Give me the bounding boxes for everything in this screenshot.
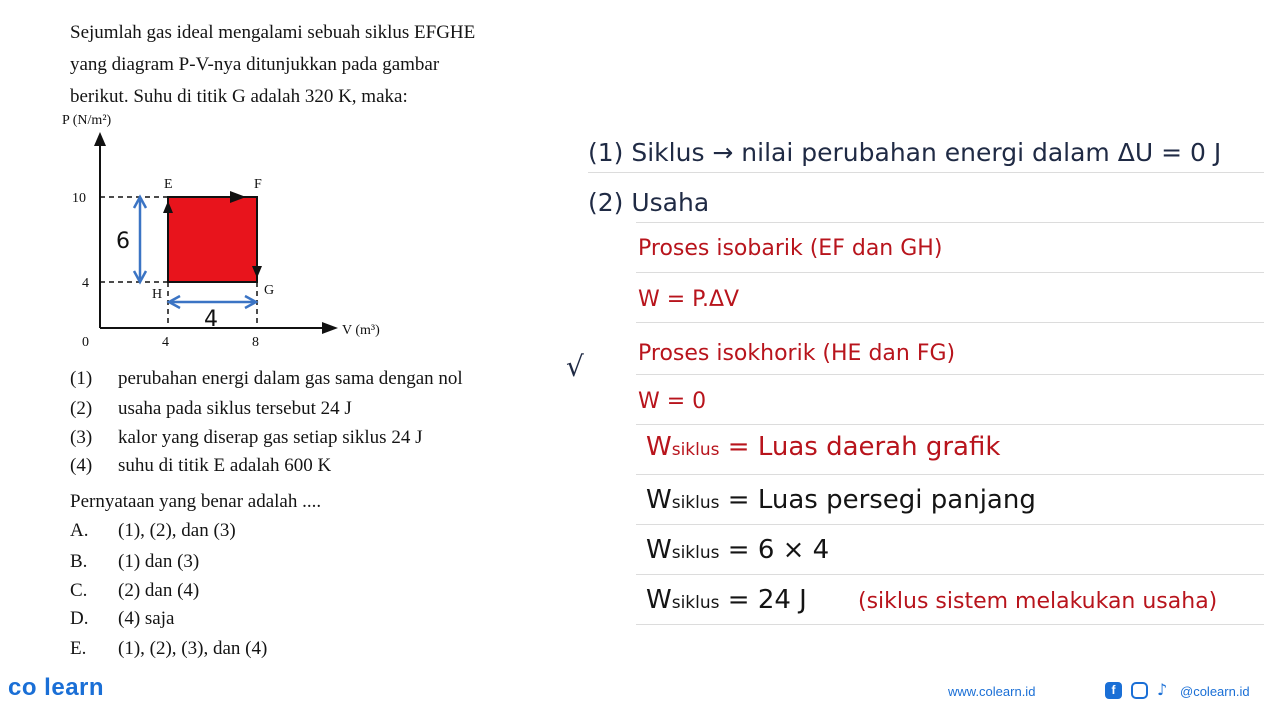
y-tick-4: 4 bbox=[82, 276, 89, 291]
y-tick-0: 0 bbox=[82, 335, 89, 350]
isochoric-title: Proses isokhorik (HE dan FG) bbox=[638, 341, 956, 366]
work-eq-2: Wsiklus = Luas persegi panjang bbox=[646, 485, 1036, 515]
rule-10 bbox=[636, 624, 1264, 625]
work-eq-4: Wsiklus = 24 J bbox=[646, 585, 807, 615]
rule-3 bbox=[636, 272, 1264, 273]
y-axis-arrow bbox=[94, 132, 106, 146]
statement-2: (2) usaha pada siklus tersebut 24 J bbox=[70, 398, 352, 419]
point-e-label: E bbox=[164, 177, 173, 192]
option-c: C. (2) dan (4) bbox=[70, 580, 200, 601]
rule-4 bbox=[636, 322, 1264, 323]
statement-1: (1) perubahan energi dalam gas sama dengan nol bbox=[70, 368, 463, 389]
colearn-logo: co learn bbox=[8, 674, 105, 701]
rule-6 bbox=[636, 424, 1264, 425]
isobaric-formula: W = P.ΔV bbox=[638, 287, 740, 312]
work-eq-3: Wsiklus = 6 × 4 bbox=[646, 535, 830, 565]
option-b: B. (1) dan (3) bbox=[70, 551, 200, 572]
x-tick-8: 8 bbox=[252, 335, 259, 350]
instagram-icon[interactable] bbox=[1131, 682, 1148, 699]
isochoric-formula: W = 0 bbox=[638, 389, 707, 414]
question-line-1: Sejumlah gas ideal mengalami sebuah siklus EFGHE bbox=[70, 22, 476, 43]
statement-4: (4) suhu di titik E adalah 600 K bbox=[70, 455, 332, 476]
question-line-3: berikut. Suhu di titik G adalah 320 K, maka: bbox=[70, 86, 408, 107]
isobaric-title: Proses isobarik (EF dan GH) bbox=[638, 236, 943, 261]
footer-website[interactable]: www.colearn.id bbox=[948, 684, 1036, 699]
option-a: A. (1), (2), dan (3) bbox=[70, 520, 236, 541]
point-g-label: G bbox=[264, 283, 275, 298]
x-axis-label: V (m³) bbox=[342, 323, 380, 338]
question-line-2: yang diagram P-V-nya ditunjukkan pada gambar bbox=[70, 54, 440, 75]
height-marker-label: 6 bbox=[116, 229, 130, 254]
rule-2 bbox=[636, 222, 1264, 223]
x-axis-arrow bbox=[322, 322, 338, 334]
y-axis-label: P (N/m²) bbox=[62, 113, 112, 128]
tiktok-icon[interactable]: ♪ bbox=[1157, 680, 1168, 699]
statement-3: (3) kalor yang diserap gas setiap siklus 24 J bbox=[70, 427, 423, 448]
rule-7 bbox=[636, 474, 1264, 475]
y-tick-10: 10 bbox=[72, 191, 86, 206]
footer-social-handle[interactable]: @colearn.id bbox=[1180, 684, 1250, 699]
option-d: D. (4) saja bbox=[70, 608, 175, 629]
solution-line-1: (1) Siklus → nilai perubahan energi dalam ΔU = 0 J bbox=[588, 138, 1222, 167]
solution-line-2: (2) Usaha bbox=[588, 188, 710, 217]
work-eq-1: Wsiklus = Luas daerah grafik bbox=[646, 432, 1001, 462]
answer-prompt: Pernyataan yang benar adalah .... bbox=[70, 491, 322, 512]
check-mark: √ bbox=[566, 350, 584, 383]
rule-1 bbox=[588, 172, 1264, 173]
work-eq-4-note: (siklus sistem melakukan usaha) bbox=[858, 589, 1218, 614]
rule-9 bbox=[636, 574, 1264, 575]
width-marker-label: 4 bbox=[204, 307, 218, 332]
x-tick-4: 4 bbox=[162, 335, 169, 350]
option-e: E. (1), (2), (3), dan (4) bbox=[70, 638, 268, 659]
rule-5 bbox=[636, 374, 1264, 375]
point-h-label: H bbox=[152, 287, 163, 302]
facebook-icon[interactable]: f bbox=[1105, 682, 1122, 699]
pv-diagram bbox=[60, 110, 420, 360]
point-f-label: F bbox=[254, 177, 262, 192]
rule-8 bbox=[636, 524, 1264, 525]
cycle-rectangle bbox=[168, 197, 257, 282]
